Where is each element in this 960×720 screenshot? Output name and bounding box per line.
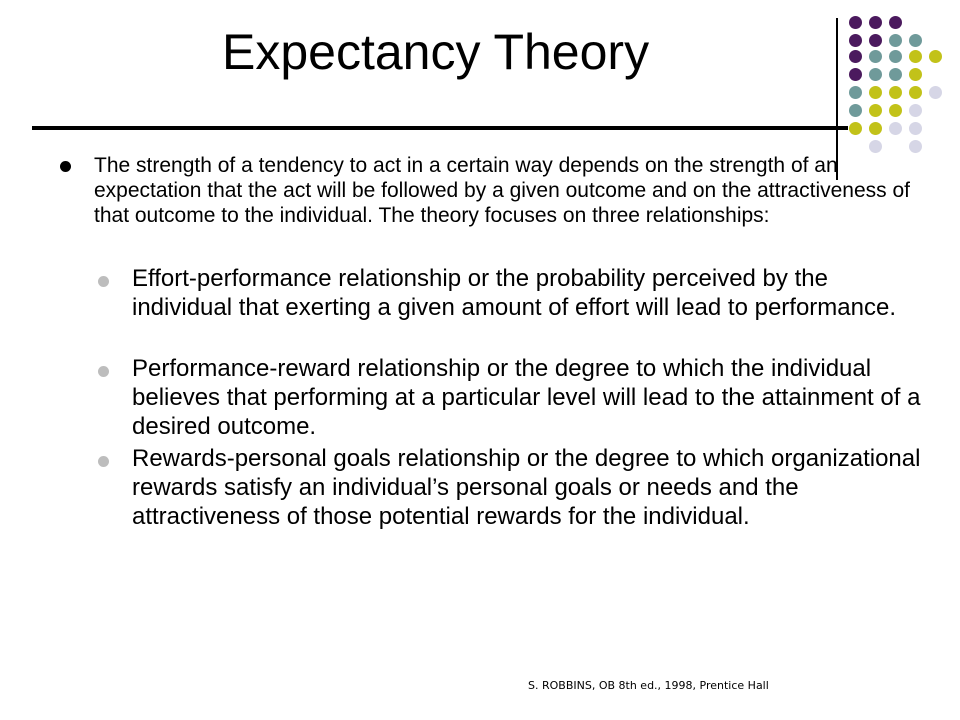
decor-dot: [909, 104, 922, 117]
source-credit: S. ROBBINS, OB 8th ed., 1998, Prentice Hall: [528, 679, 769, 692]
decor-dot: [869, 104, 882, 117]
decor-dot: [849, 16, 862, 29]
slide-title: Expectancy Theory: [222, 24, 650, 80]
sub-bullet-text: Performance-reward relationship or the degree to which the individual believes that performing at a particular level will lead to the attainment of a desired outcome.: [132, 355, 921, 440]
decor-dot: [929, 86, 942, 99]
decor-dot: [889, 68, 902, 81]
decor-dot: [909, 50, 922, 63]
decor-dot: [909, 122, 922, 135]
decor-dot: [909, 68, 922, 81]
sub-bullet-text: Rewards-personal goals relationship or the degree to which organizational rewards satisfy an individual’s personal goals or needs and the attractiveness of those potential rewards for the individual.: [132, 445, 921, 530]
decor-dot: [929, 50, 942, 63]
decor-dot: [869, 140, 882, 153]
decor-dot: [869, 50, 882, 63]
decor-dot: [849, 104, 862, 117]
decor-dot: [849, 50, 862, 63]
decor-dot: [869, 68, 882, 81]
sub-bullet-marker: [98, 276, 109, 287]
decor-dot: [849, 34, 862, 47]
decor-dot: [889, 122, 902, 135]
decor-dot: [849, 86, 862, 99]
sub-bullet-marker: [98, 366, 109, 377]
bullet-marker: [60, 161, 71, 172]
decor-dot: [889, 50, 902, 63]
decor-dot: [869, 34, 882, 47]
decor-dot: [889, 86, 902, 99]
decor-dot: [849, 68, 862, 81]
decor-dot: [909, 86, 922, 99]
decor-dot: [909, 34, 922, 47]
title-underline-rule: [32, 126, 848, 130]
decor-dot: [909, 140, 922, 153]
decor-dot: [869, 16, 882, 29]
decor-dot: [889, 16, 902, 29]
sub-bullet-marker: [98, 456, 109, 467]
sub-bullet-text: Effort-performance relationship or the probability perceived by the individual that exerting a given amount of effort will lead to performance.: [132, 265, 896, 321]
main-bullet-text: The strength of a tendency to act in a certain way depends on the strength of an expectation that the act will be followed by a given outcome and on the attractiveness of that outcome to the individual. The theory focuses on three relationships:: [94, 154, 910, 227]
decor-dot: [889, 104, 902, 117]
decor-dot: [889, 34, 902, 47]
decor-dot: [869, 86, 882, 99]
decor-dot: [849, 122, 862, 135]
decor-dot: [869, 122, 882, 135]
